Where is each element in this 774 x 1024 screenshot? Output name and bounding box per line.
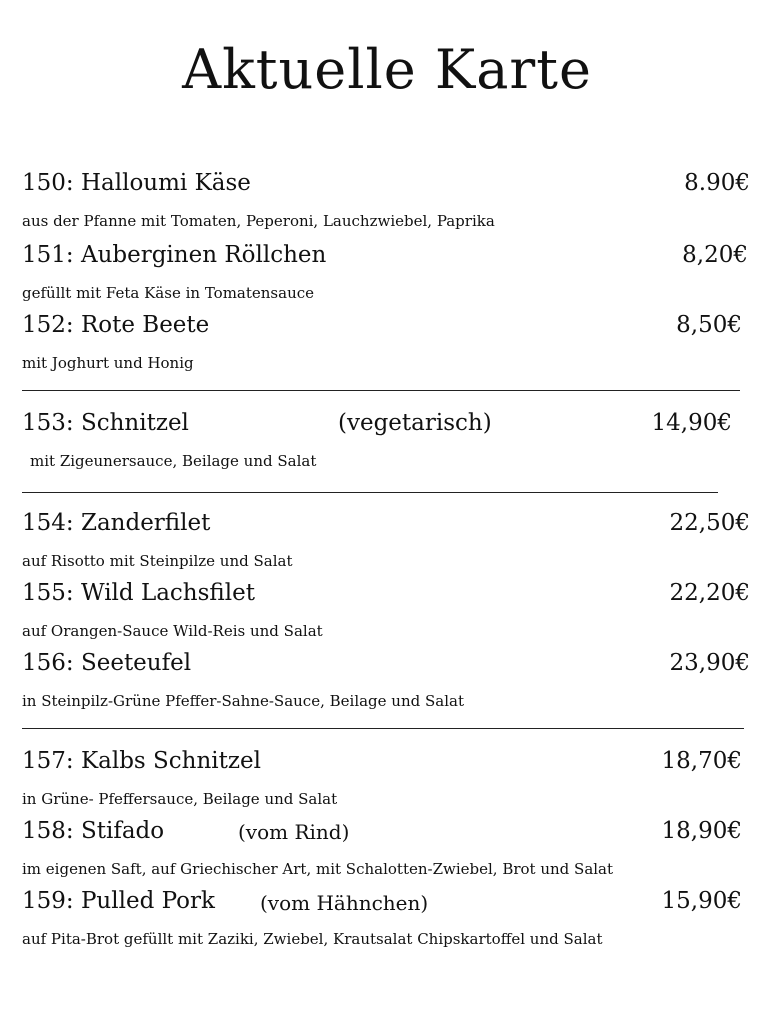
dish-name: 151: Auberginen Röllchen [22,242,327,268]
dish-price: 8,20€ [682,242,748,268]
dish-price: 22,50€ [669,510,750,536]
dish-description: auf Risotto mit Steinpilze und Salat [22,552,293,570]
dish-description: mit Zigeunersauce, Beilage und Salat [30,452,317,470]
dish-price: 23,90€ [669,650,750,676]
dish-description: aus der Pfanne mit Tomaten, Peperoni, Lauchzwiebel, Paprika [22,212,495,230]
dish-name: 150: Halloumi Käse [22,170,251,196]
dish-name: 155: Wild Lachsfilet [22,580,255,606]
dish-price: 8,50€ [676,312,742,338]
dish-description: in Grüne- Pfeffersauce, Beilage und Salat [22,790,338,808]
dish-description: auf Pita-Brot gefüllt mit Zaziki, Zwiebel, Krautsalat Chipskartoffel und Salat [22,930,603,948]
separator-line [22,728,744,729]
dish-name: 154: Zanderfilet [22,510,211,536]
separator-line [22,390,740,391]
page-title: Aktuelle Karte [182,38,592,101]
dish-price: 15,90€ [661,888,742,914]
dish-note: (vom Rind) [238,820,350,844]
dish-price: 18,70€ [661,748,742,774]
dish-name: 152: Rote Beete [22,312,210,338]
dish-price: 14,90€ [651,410,732,436]
dish-name: 158: Stifado [22,818,165,844]
dish-note: (vom Hähnchen) [260,891,429,915]
dish-price: 8.90€ [684,170,750,196]
dish-note: (vegetarisch) [338,410,492,436]
dish-price: 22,20€ [669,580,750,606]
dish-description: in Steinpilz-Grüne Pfeffer-Sahne-Sauce, Beilage und Salat [22,692,464,710]
dish-price: 18,90€ [661,818,742,844]
dish-description: im eigenen Saft, auf Griechischer Art, mit Schalotten-Zwiebel, Brot und Salat [22,860,614,878]
dish-description: auf Orangen-Sauce Wild-Reis und Salat [22,622,323,640]
separator-line [22,492,718,493]
dish-name: 153: Schnitzel [22,410,189,436]
dish-name: 157: Kalbs Schnitzel [22,748,261,774]
dish-description: mit Joghurt und Honig [22,354,194,372]
dish-name: 159: Pulled Pork [22,888,215,914]
dish-name: 156: Seeteufel [22,650,192,676]
dish-description: gefüllt mit Feta Käse in Tomatensauce [22,284,315,302]
